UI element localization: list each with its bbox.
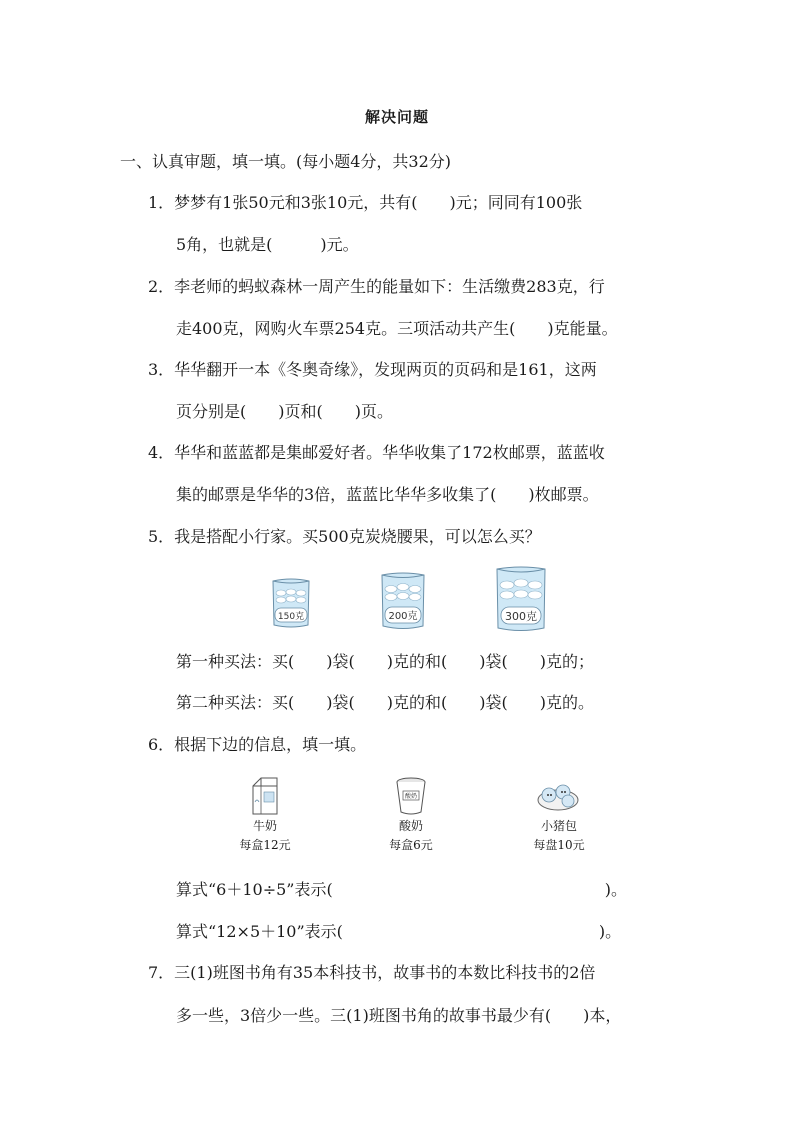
- question-3-line-1: 3．华华翻开一本《冬奥奇缘》，发现两页的页码和是161，这两: [148, 360, 597, 379]
- food-price: 每盘10元: [533, 838, 585, 852]
- question-1-line-1: 1．梦梦有1张50元和3张10元，共有( )元；同同有100张: [148, 193, 583, 212]
- piggy-buns-icon: [537, 778, 579, 812]
- svg-text:酸奶: 酸奶: [404, 793, 418, 800]
- milk-carton-icon: [247, 776, 283, 816]
- question-5-way-1: 第一种买法：买( )袋( )克的和( )袋( )克的；: [176, 652, 594, 671]
- food-item-yogurt: [368, 817, 454, 855]
- question-4-line-2: 集的邮票是华华的3倍，蓝蓝比华华多收集了( )枚邮票。: [176, 485, 599, 504]
- question-6-line-1: 6．根据下边的信息，填一填。: [148, 735, 367, 754]
- food-name: 牛奶: [252, 819, 277, 833]
- food-name: 小猪包: [540, 819, 577, 833]
- question-6-formula-2: 算式“12×5＋10”表示( )。: [176, 922, 622, 941]
- question-4-line-1: 4．华华和蓝蓝都是集邮爱好者。华华收集了172枚邮票，蓝蓝收: [148, 443, 605, 462]
- section-heading: 一、认真审题，填一填。(每小题4分，共32分): [120, 152, 452, 171]
- question-7-line-2: 多一些，3倍少一些。三(1)班图书角的故事书最少有( )本，: [176, 1006, 622, 1025]
- bag-3-label: 300克: [505, 610, 537, 623]
- question-1-line-2: 5角，也就是( )元。: [176, 235, 359, 254]
- food-name: 酸奶: [398, 819, 423, 833]
- question-2-line-2: 走400克，网购火车票254克。三项活动共产生( )克能量。: [176, 319, 618, 338]
- bag-2-label: 200克: [388, 611, 418, 622]
- page-title: 解决问题: [364, 108, 429, 126]
- question-6-formula-1: 算式“6＋10÷5”表示( )。: [176, 880, 627, 899]
- food-item-milk: [222, 817, 308, 855]
- question-7-line-1: 7．三(1)班图书角有35本科技书，故事书的本数比科技书的2倍: [148, 963, 596, 982]
- yogurt-cup-icon: [394, 776, 428, 816]
- cashew-bag-150g-icon: [270, 577, 312, 629]
- food-price: 每盒6元: [389, 838, 433, 852]
- question-5-way-2: 第二种买法：买( )袋( )克的和( )袋( )克的。: [176, 693, 594, 712]
- food-item-piggy-buns: [516, 817, 602, 855]
- cashew-bag-300g-icon: [494, 565, 548, 633]
- question-2-line-1: 2．李老师的蚂蚁森林一周产生的能量如下：生活缴费283克，行: [148, 277, 605, 296]
- question-3-line-2: 页分别是( )页和( )页。: [176, 402, 393, 421]
- question-5-line-1: 5．我是搭配小行家。买500克炭烧腰果，可以怎么买？: [148, 527, 541, 546]
- food-price: 每盒12元: [239, 838, 291, 852]
- cashew-bag-200g-icon: [379, 571, 427, 631]
- bag-1-label: 150克: [277, 612, 305, 622]
